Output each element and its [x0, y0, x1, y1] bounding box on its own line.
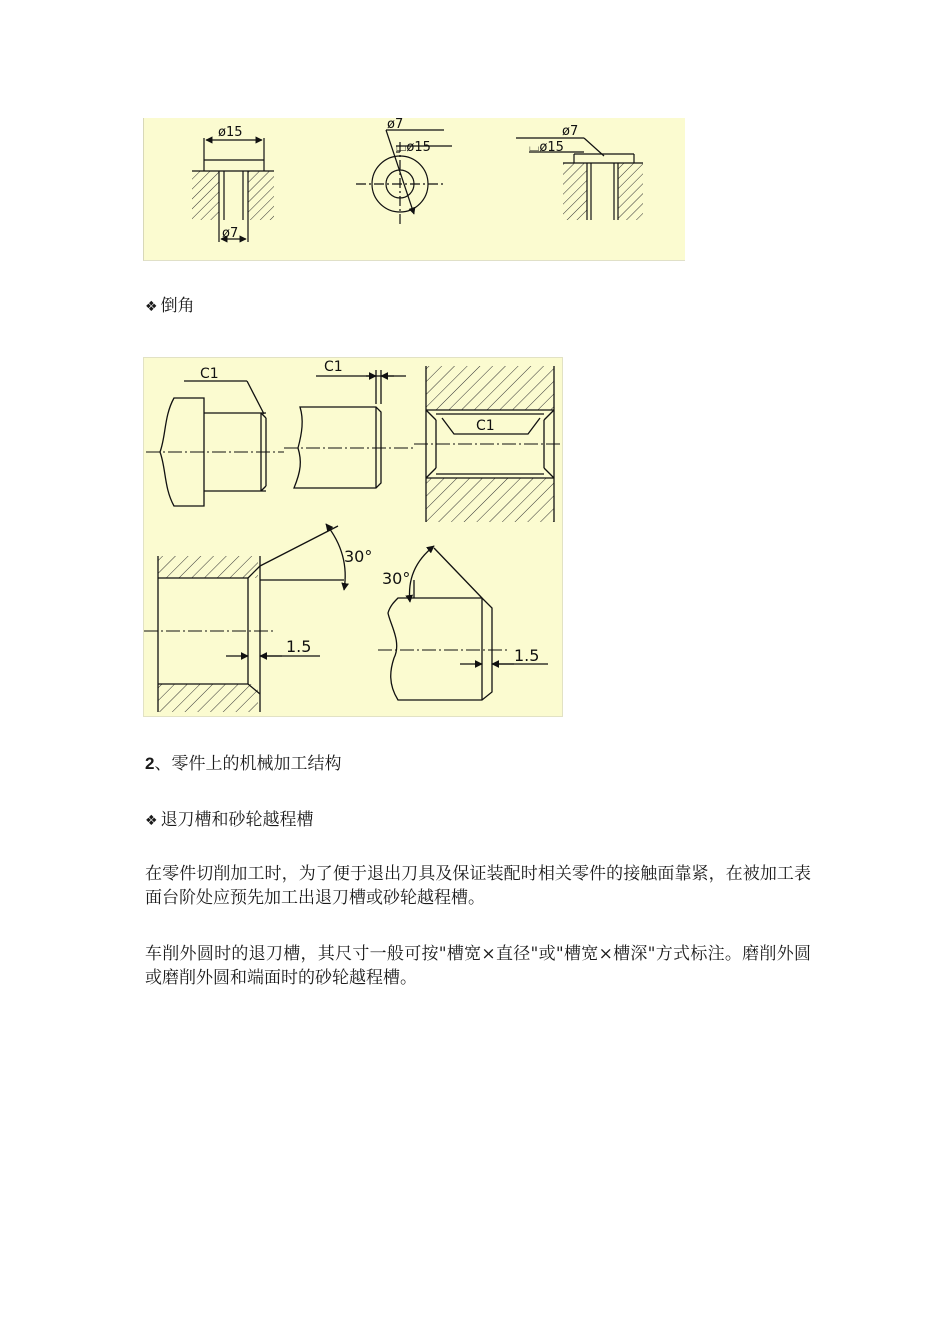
diamond-bullet-icon: ❖ [145, 299, 158, 315]
groove-heading [145, 808, 314, 833]
dim-d7-b: ø7 [387, 118, 404, 132]
label-c1-b: C1 [324, 359, 343, 375]
dim-d15-a: ø15 [218, 125, 243, 140]
counterbore-drawing [144, 118, 685, 260]
chamfer-shaft-a [146, 381, 284, 506]
chamfer-title: 倒角 [160, 296, 195, 316]
counterbore-figure [143, 118, 685, 261]
chamfer-drawing [144, 358, 562, 716]
dim-d7-c: ø7 [562, 124, 579, 139]
paragraph-2: 车削外圆时的退刀槽，其尺寸一般可按"槽宽×直径"或"槽宽×槽深"方式标注。磨削外圆或磨削外圆和端面时的砂轮越程槽。 [145, 944, 811, 988]
section-2-heading [145, 752, 341, 776]
chamfer-figure [143, 357, 563, 717]
label-len-b: 1.5 [514, 646, 540, 665]
dim-cb15-c: ⌴ø15 [529, 140, 564, 155]
label-angle-a: 30° [344, 547, 373, 566]
section-title: 、零件上的机械加工结构 [154, 754, 342, 774]
chamfer-shaft-b [284, 370, 414, 488]
dim-cb15-b: ⌴ø15 [396, 140, 431, 155]
diamond-bullet-icon: ❖ [145, 813, 158, 829]
label-len-a: 1.5 [286, 637, 312, 656]
label-c1-c: C1 [476, 418, 495, 434]
groove-title: 退刀槽和砂轮越程槽 [160, 810, 314, 830]
dim-d7-a: ø7 [222, 226, 239, 241]
paragraph-1: 在零件切削加工时，为了便于退出刀具及保证装配时相关零件的接触面靠紧，在被加工表面台阶处应预先加工出退刀槽或砂轮越程槽。 [145, 864, 811, 908]
label-angle-b: 30° [382, 569, 411, 588]
section-number: 2 [145, 754, 155, 773]
chamfer-bore-c [414, 366, 560, 522]
chamfer-bore-d [144, 524, 345, 712]
label-c1-a: C1 [200, 366, 219, 382]
chamfer-heading [145, 294, 195, 319]
